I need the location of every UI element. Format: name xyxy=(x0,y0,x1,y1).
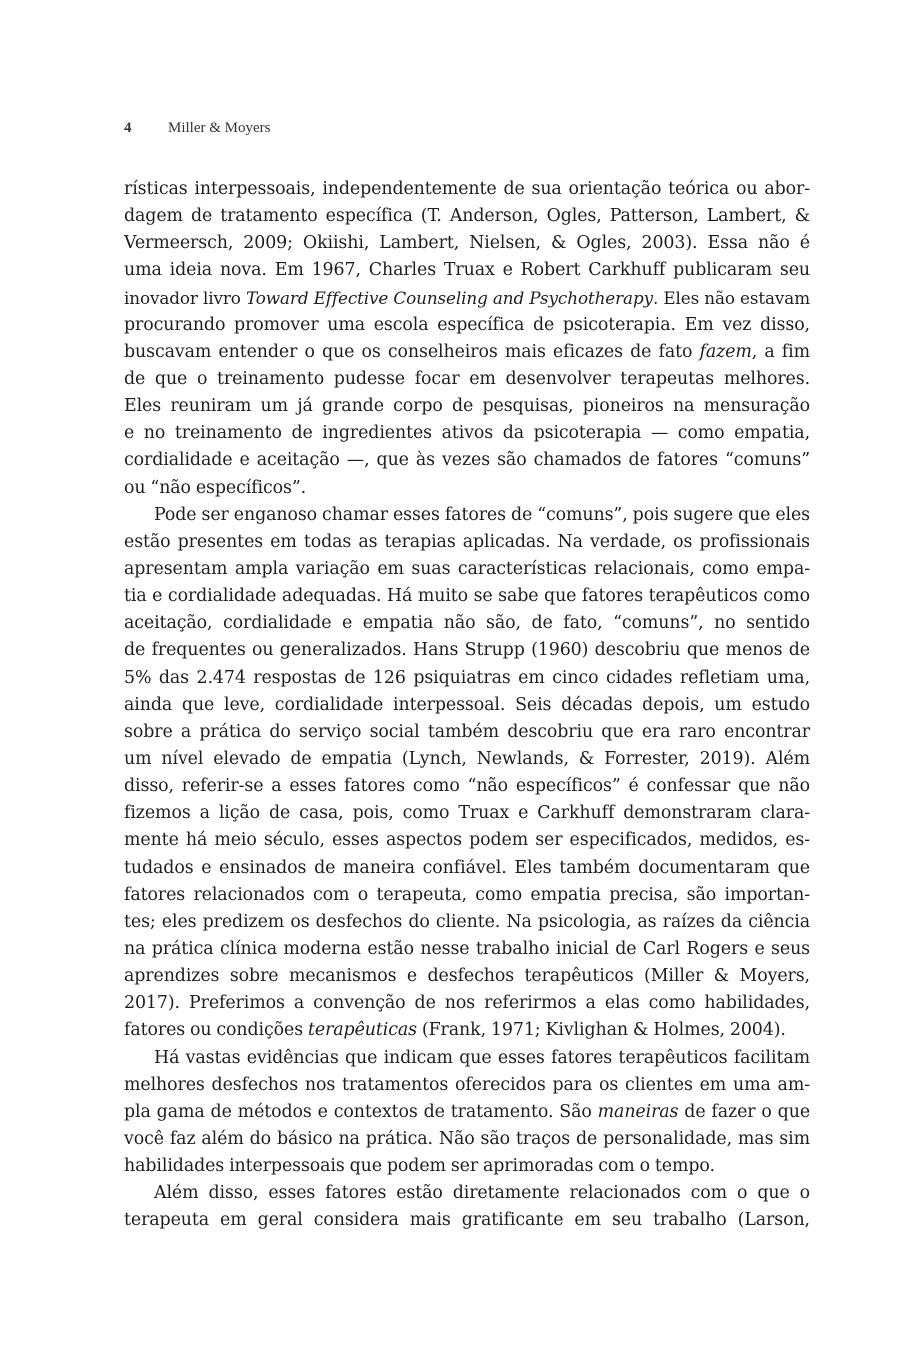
text-line xyxy=(124,420,810,447)
page-number: 4 xyxy=(124,120,132,136)
text-line xyxy=(124,366,810,393)
text-line xyxy=(124,773,810,800)
text-line xyxy=(124,447,810,474)
text-line xyxy=(124,203,810,230)
text-line xyxy=(124,312,810,339)
running-title: Miller & Moyers xyxy=(168,120,271,136)
text-line xyxy=(124,909,810,936)
text-run: Pode ser enganoso chamar esses fatores de “comuns”, pois sugere que eles xyxy=(154,504,810,525)
italic-text: maneiras xyxy=(597,1101,679,1122)
text-run: habilidades interpessoais que podem ser aprimoradas com o tempo. xyxy=(124,1156,715,1177)
text-line xyxy=(124,719,810,746)
text-line xyxy=(124,827,810,854)
text-run: procurando promover uma escola específica de psicoterapia. Em vez disso, xyxy=(124,314,810,335)
text-line xyxy=(124,1017,810,1044)
text-line xyxy=(124,529,810,556)
text-line xyxy=(124,1207,810,1234)
text-line xyxy=(124,746,810,773)
text-run: fizemos a lição de casa, pois, como Truax e Carkhuff demonstraram clara- xyxy=(124,803,810,824)
text-run: tes; eles predizem os desfechos do cliente. Na psicologia, as raízes da ciência xyxy=(124,911,810,932)
text-run: mente há meio século, esses aspectos podem ser especificados, medidos, es- xyxy=(124,830,810,851)
text-run: inovador livro xyxy=(124,287,246,308)
text-run: sobre a prática do serviço social também descobriu que era raro encontrar xyxy=(124,721,810,742)
text-line xyxy=(124,1072,810,1099)
italic-text: terapêuticas xyxy=(307,1020,417,1041)
text-run: você faz além do básico na prática. Não são traços de personalidade, mas sim xyxy=(124,1128,810,1149)
text-run: cordialidade e aceitação —, que às vezes são chamados de fatores “comuns” xyxy=(124,450,810,471)
paragraph xyxy=(124,1045,810,1181)
text-run: de que o treinamento pudesse focar em desenvolver terapeutas melhores. xyxy=(124,368,810,389)
text-run: terapeuta em geral considera mais gratificante em seu trabalho (Larson, xyxy=(124,1210,810,1231)
text-line xyxy=(124,990,810,1017)
text-run: , a fim xyxy=(751,341,810,362)
text-line xyxy=(124,583,810,610)
text-run: um nível elevado de empatia (Lynch, Newlands, & Forrester, 2019). Além xyxy=(124,748,810,769)
text-run: apresentam ampla variação em suas características relacionais, como empa- xyxy=(124,558,810,579)
text-run: de frequentes ou generalizados. Hans Strupp (1960) descobriu que menos de xyxy=(124,640,810,661)
text-run: melhores desfechos nos tratamentos oferecidos para os clientes em uma am- xyxy=(124,1074,810,1095)
text-line xyxy=(124,882,810,909)
text-line xyxy=(124,637,810,664)
text-line xyxy=(124,665,810,692)
text-line xyxy=(124,556,810,583)
text-line xyxy=(124,1180,810,1207)
text-run: fatores relacionados com o terapeuta, como empatia precisa, são importan- xyxy=(124,884,810,905)
paragraph xyxy=(124,176,810,502)
text-run: fatores ou condições xyxy=(124,1020,308,1041)
text-run: buscavam entender o que os conselheiros mais eficazes de fato xyxy=(124,341,700,362)
text-run: . Eles não estavam xyxy=(652,287,811,308)
paragraph xyxy=(124,1180,810,1234)
text-line xyxy=(124,339,810,366)
text-run: na prática clínica moderna estão nesse trabalho inicial de Carl Rogers e seus xyxy=(124,938,810,959)
text-run: estão presentes em todas as terapias aplicadas. Na verdade, os profissionais xyxy=(124,531,810,552)
text-line xyxy=(124,610,810,637)
text-run: aceitação, cordialidade e empatia não são, de fato, “comuns”, no sentido xyxy=(124,613,810,634)
text-run: (Frank, 1971; Kivlighan & Holmes, 2004). xyxy=(416,1020,786,1041)
text-line xyxy=(124,230,810,257)
text-run: ainda que leve, cordialidade interpessoal. Seis décadas depois, um estudo xyxy=(124,694,810,715)
text-line xyxy=(124,257,810,284)
text-run: tudados e ensinados de maneira confiável. Eles também documentaram que xyxy=(124,857,810,878)
text-run: tia e cordialidade adequadas. Há muito se sabe que fatores terapêuticos como xyxy=(124,586,810,607)
text-line xyxy=(124,800,810,827)
text-line xyxy=(124,692,810,719)
italic-text: fazem xyxy=(699,341,752,362)
text-run: dagem de tratamento específica (T. Anderson, Ogles, Patterson, Lambert, & xyxy=(124,206,810,227)
text-line xyxy=(124,936,810,963)
text-run: disso, referir-se a esses fatores como “não específicos” é confessar que não xyxy=(124,776,810,797)
text-run: 2017). Preferimos a convenção de nos referirmos a elas como habilidades, xyxy=(124,993,810,1014)
text-line xyxy=(124,855,810,882)
running-head xyxy=(124,118,271,138)
text-run: uma ideia nova. Em 1967, Charles Truax e Robert Carkhuff publicaram seu xyxy=(124,260,810,281)
text-line xyxy=(124,393,810,420)
text-run: Além disso, esses fatores estão diretamente relacionados com o que o xyxy=(154,1183,810,1204)
text-run: aprendizes sobre mecanismos e desfechos terapêuticos (Miller & Moyers, xyxy=(124,966,810,987)
text-run: de fazer o que xyxy=(678,1101,811,1122)
text-line xyxy=(124,1126,810,1153)
body-text xyxy=(124,176,810,1234)
text-line xyxy=(124,475,810,502)
text-run: pla gama de métodos e contextos de tratamento. São xyxy=(124,1101,598,1122)
italic-text: Toward Effective Counseling and Psychotherapy xyxy=(245,287,653,308)
text-run: Há vastas evidências que indicam que esses fatores terapêuticos facilitam xyxy=(154,1047,810,1068)
text-run: 5% das 2.474 respostas de 126 psiquiatras em cinco cidades refletiam uma, xyxy=(124,667,810,688)
text-run: e no treinamento de ingredientes ativos da psicoterapia — como empatia, xyxy=(124,423,810,444)
text-line xyxy=(124,1153,810,1180)
text-run: ou “não específicos”. xyxy=(124,477,307,498)
text-line xyxy=(124,963,810,990)
text-line xyxy=(124,285,810,312)
paragraph xyxy=(124,502,810,1045)
text-run: Eles reuniram um já grande corpo de pesquisas, pioneiros na mensuração xyxy=(124,396,810,417)
text-run: rísticas interpessoais, independentemente de sua orientação teórica ou abor- xyxy=(124,179,810,199)
text-line xyxy=(124,176,810,203)
text-run: Vermeersch, 2009; Okiishi, Lambert, Nielsen, & Ogles, 2003). Essa não é xyxy=(124,233,810,254)
text-line xyxy=(124,1045,810,1072)
text-line xyxy=(124,502,810,529)
text-line xyxy=(124,1099,810,1126)
